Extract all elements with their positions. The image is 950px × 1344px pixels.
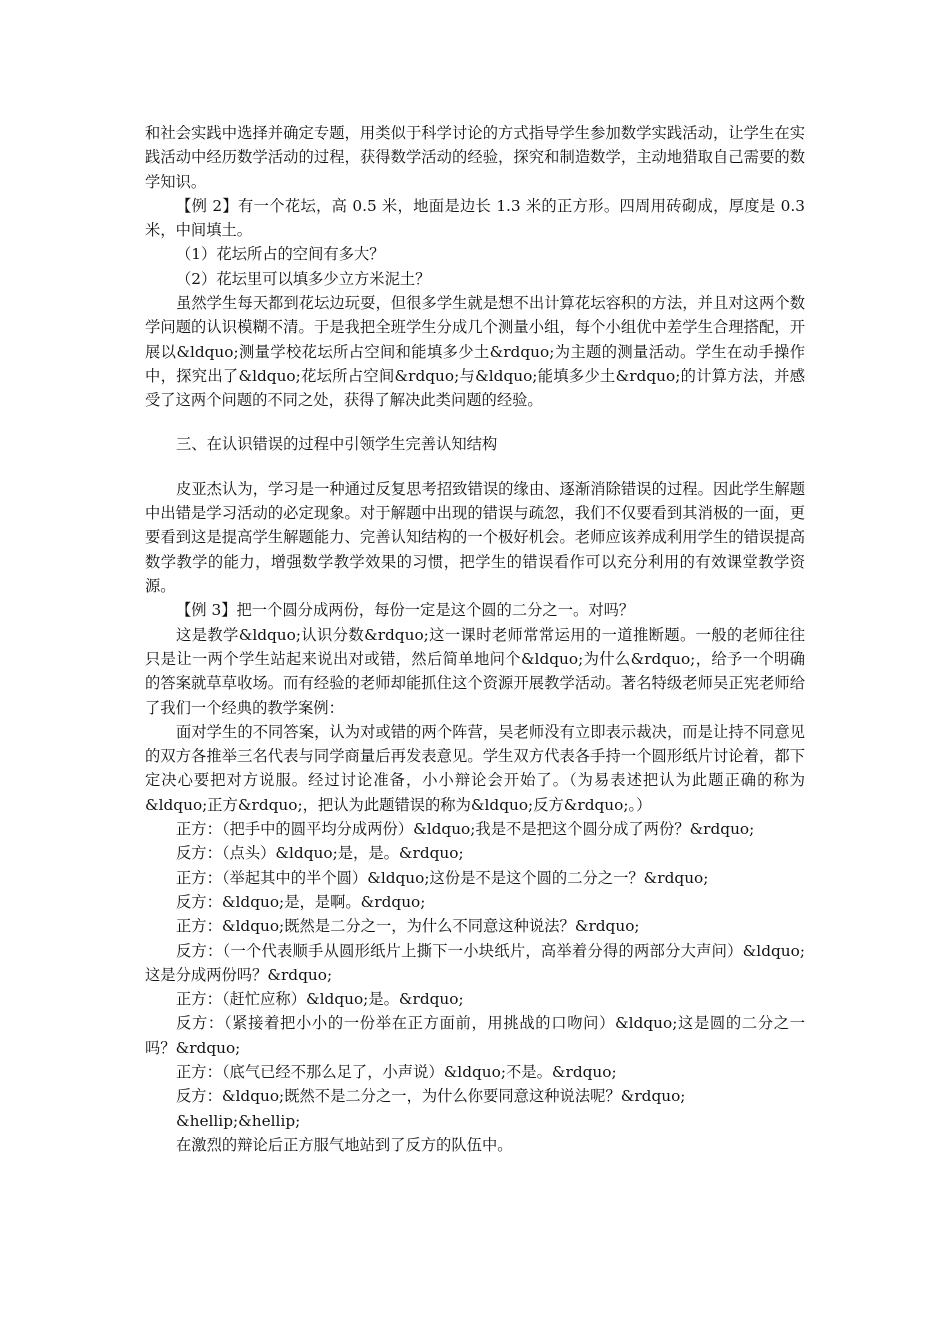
section-heading: 三、在认识错误的过程中引领学生完善认知结构 <box>176 434 498 453</box>
dialogue-line: 反方：（点头）&ldquo;是，是。&rdquo; <box>176 844 464 863</box>
dialogue-line: 正方：&ldquo;既然是二分之一，为什么不同意这种说法？&rdquo; <box>176 917 640 936</box>
question-1: （1）花坛所占的空间有多大？ <box>176 245 385 264</box>
dialogue-line: 反方：（紧接着把小小的一份举在正方面前，用挑战的口吻问）&ldquo;这是圆的二分之一吗？&rdquo; <box>145 1014 805 1057</box>
dialogue-line: 反方：&ldquo;是，是啊。&rdquo; <box>176 892 426 911</box>
dialogue-line: 反方：（一个代表顺手从圆形纸片上撕下一小块纸片，高举着分得的两部分大声问）&ldquo;这是分成两份吗？&rdquo; <box>145 941 805 984</box>
dialogue-line: 正方：（举起其中的半个圆）&ldquo;这份是不是这个圆的二分之一？&rdquo; <box>176 868 709 887</box>
paragraph: 虽然学生每天都到花坛边玩耍，但很多学生就是想不出计算花坛容积的方法，并且对这两个数学问题的认识模糊不清。于是我把全班学生分成几个测量小组，每个小组优中差学生合理搭配，开展以&ldquo;测量学校花坛所占空间和能填多少土&rdquo;为主题的测量活动。学生在动手操作中，探究出了&ldquo;花坛所占空间&rdquo;与&ldquo;能填多少土&rdquo;的计算方法，并感受了这两个问题的不同之处，获得了解决此类问题的经验。 <box>145 294 805 410</box>
example-2-paragraph: 【例 2】有一个花坛，高 0.5 米，地面是边长 1.3 米的正方形。四周用砖砌成，厚度是 0.3 米，中间填土。 <box>145 196 805 240</box>
document-body <box>145 121 805 1157</box>
paragraph: 在激烈的辩论后正方服气地站到了反方的队伍中。 <box>176 1135 513 1154</box>
dialogue-line: 反方：&ldquo;既然不是二分之一，为什么你要同意这种说法呢？&rdquo; <box>176 1087 686 1106</box>
paragraph: 皮亚杰认为，学习是一种通过反复思考招致错误的缘由、逐渐消除错误的过程。因此学生解题中出错是学习活动的必定现象。对于解题中出现的错误与疏忽，我们不仅要看到其消极的一面，更要看到这是提高学生解题能力、完善认知结构的一个极好机会。老师应该养成利用学生的错误提高数学教学的能力，增强数学教学效果的习惯，把学生的错误看作可以充分利用的有效课堂教学资源。 <box>145 479 805 596</box>
question-2: （2）花坛里可以填多少立方米泥土？ <box>176 269 431 288</box>
paragraph: 和社会实践中选择并确定专题，用类似于科学讨论的方式指导学生参加数学实践活动，让学生在实践活动中经历数学活动的过程，获得数学活动的经验，探究和制造数学，主动地猎取自己需要的数学知识。 <box>145 124 805 191</box>
dialogue-line: 正方：（赶忙应称）&ldquo;是。&rdquo; <box>176 990 464 1009</box>
dialogue-line: 正方：（把手中的圆平均分成两份）&ldquo;我是不是把这个圆分成了两份？&rdquo; <box>176 820 755 839</box>
paragraph: 这是教学&ldquo;认识分数&rdquo;这一课时老师常常运用的一道推断题。一般的老师往往只是让一两个学生站起来说出对或错，然后简单地问个&ldquo;为什么&rdquo;，给予一个明确的答案就草草收场。而有经验的老师却能抓住这个资源开展教学活动。著名特级老师吴正宪老师给了我们一个经典的教学案例： <box>145 625 805 717</box>
ellipsis-line: &hellip;&hellip; <box>176 1111 301 1130</box>
dialogue-line: 正方：（底气已经不那么足了，小声说）&ldquo;不是。&rdquo; <box>176 1062 617 1081</box>
example-3-paragraph: 【例 3】把一个圆分成两份，每份一定是这个圆的二分之一。对吗？ <box>176 601 635 620</box>
paragraph: 面对学生的不同答案，认为对或错的两个阵营，吴老师没有立即表示裁决，而是让持不同意见的双方各推举三名代表与同学商量后再发表意见。学生双方代表各手持一个圆形纸片讨论着，都下定决心要把对方说服。经过讨论准备，小小辩论会开始了。（为易表述把认为此题正确的称为&ldquo;正方&rdquo;，把认为此题错误的称为&ldquo;反方&rdquo;。） <box>145 722 805 814</box>
